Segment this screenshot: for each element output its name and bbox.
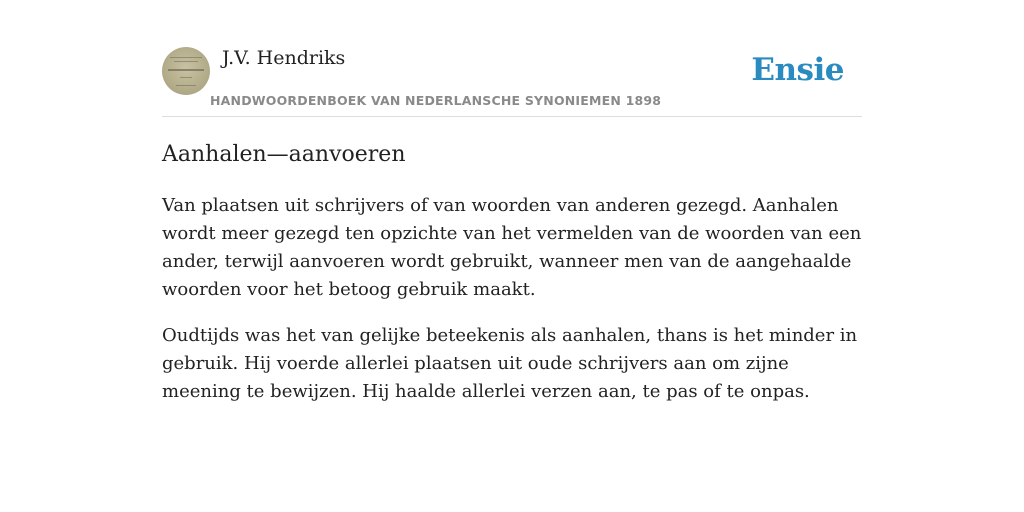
entry-paragraph: Van plaatsen uit schrijvers of van woorden van anderen gezegd. Aanhalen wordt meer gezegd ten opzichte van het vermelden van de woorden van een ander, terwijl aanvoeren wordt gebruikt, wanneer men van de aangehaalde woorden voor het betoog gebruik maakt. bbox=[162, 195, 862, 300]
entry-body bbox=[162, 192, 862, 424]
book-cover-icon[interactable] bbox=[162, 47, 210, 95]
entry-header bbox=[162, 46, 862, 117]
source-title[interactable]: HANDWOORDENBOEK VAN NEDERLANSCHE SYNONIEMEN 1898 bbox=[210, 93, 662, 108]
entry-paragraph: Oudtijds was het van gelijke beteekenis als aanhalen, thans is het minder in gebruik. Hij voerde allerlei plaatsen uit oude schrijvers aan om zijne meening te bewijzen. Hij haalde allerlei verzen aan, te pas of te onpas. bbox=[162, 325, 858, 402]
ensie-logo[interactable]: Ensie bbox=[751, 52, 844, 88]
author-name[interactable]: J.V. Hendriks bbox=[222, 47, 346, 69]
entry-title: Aanhalen—aanvoeren bbox=[162, 142, 406, 167]
